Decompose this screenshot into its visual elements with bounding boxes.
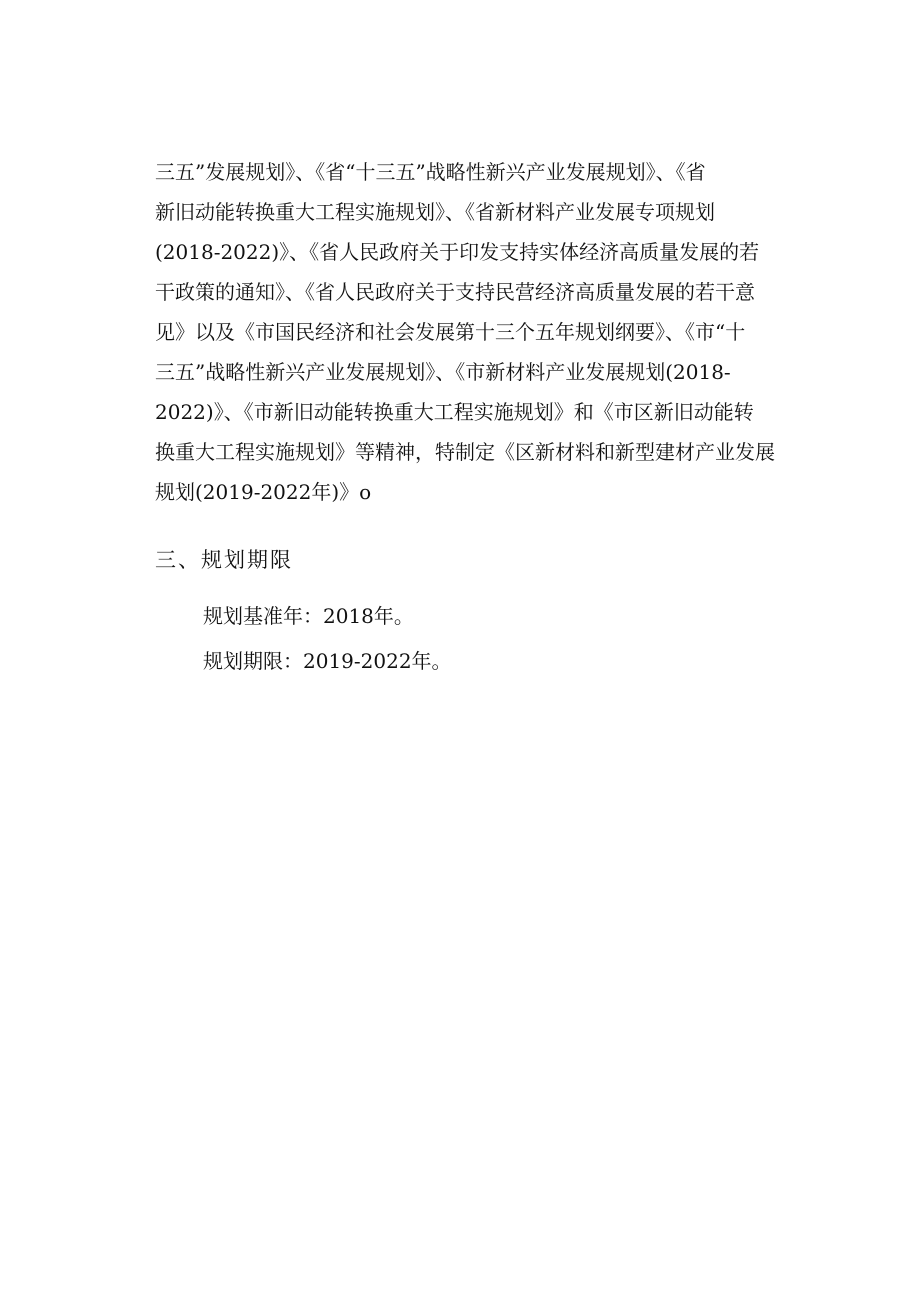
- paragraph-line-3: (2018-2022)》、《省人民政府关于印发支持实体经济高质量发展的若: [155, 240, 760, 264]
- paragraph-line-5: 见》以及《市国民经济和社会发展第十三个五年规划纲要》、《市“十: [155, 320, 746, 344]
- paragraph-line-8: 换重大工程实施规划》等精神，特制定《区新材料和新型建材产业发展: [155, 440, 775, 464]
- paragraph-line-7: 2022)》、《市新旧动能转换重大工程实施规划》和《市区新旧动能转: [155, 400, 754, 424]
- paragraph-line-6: 三五”战略性新兴产业发展规划》、《市新材料产业发展规划(2018-: [155, 360, 731, 384]
- section-heading-planning-period: 三、规划期限: [155, 548, 293, 572]
- base-year-text: 规划基准年：2018年。: [203, 604, 414, 628]
- paragraph-line-9: 规划(2019-2022年)》o: [155, 480, 372, 504]
- paragraph-line-1: 三五”发展规划》、《省“十三五”战略性新兴产业发展规划》、《省: [155, 160, 706, 184]
- planning-period-text: 规划期限：2019-2022年。: [203, 649, 452, 673]
- paragraph-line-4: 干政策的通知》、《省人民政府关于支持民营经济高质量发展的若干意: [155, 280, 755, 304]
- body-paragraph: [155, 152, 820, 512]
- paragraph-line-2: 新旧动能转换重大工程实施规划》、《省新材料产业发展专项规划: [155, 200, 715, 224]
